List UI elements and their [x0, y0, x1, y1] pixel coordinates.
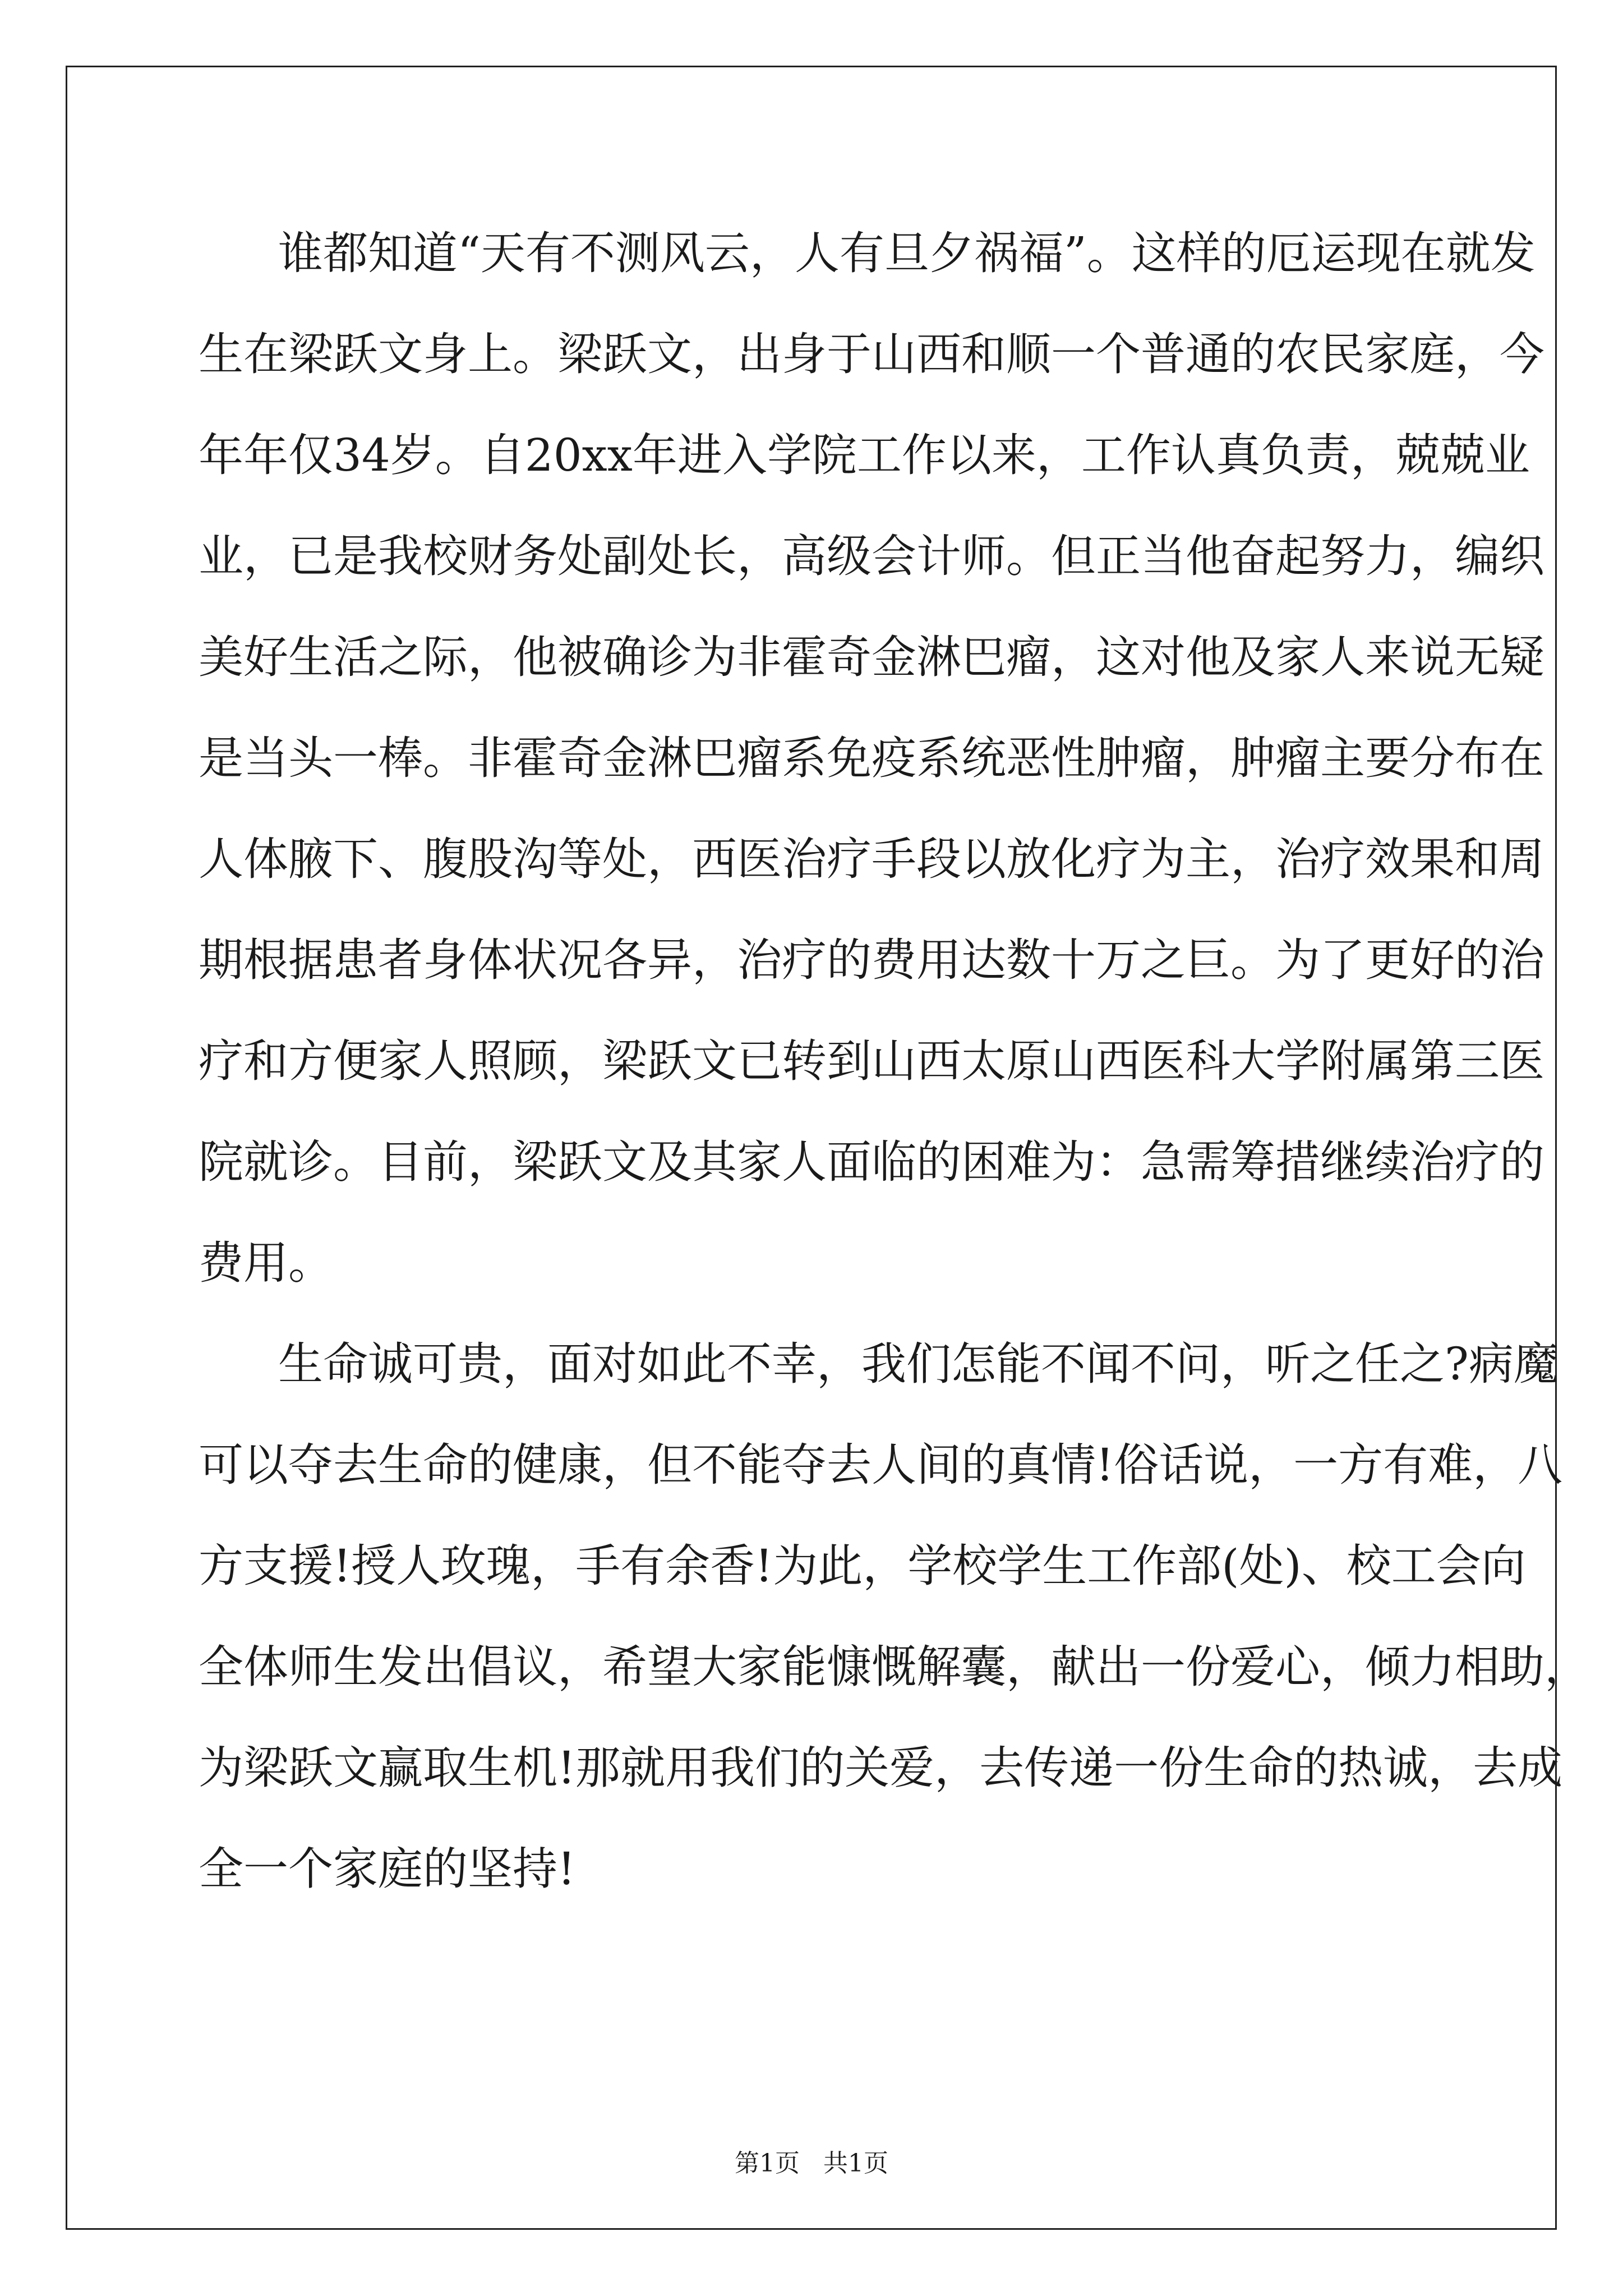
paragraph-1-line-9: 疗和方便家人照顾，梁跃文已转到山西太原山西医科大学附属第三医 — [199, 1035, 1544, 1087]
paragraph-2-line-4: 全体师生发出倡议，希望大家能慷慨解囊，献出一份爱心，倾力相助， — [199, 1641, 1589, 1693]
paragraph-1-line-7: 人体腋下、腹股沟等处，西医治疗手段以放化疗为主，治疗效果和周 — [199, 833, 1544, 885]
paragraph-1-line-3: 年年仅34岁。自20xx年进入学院工作以来，工作认真负责，兢兢业 — [199, 429, 1530, 481]
paragraph-1-line-6: 是当头一棒。非霍奇金淋巴瘤系免疫系统恶性肿瘤，肿瘤主要分布在 — [199, 732, 1544, 784]
page-number-footer: 第1页 共1页 — [735, 2149, 888, 2178]
paragraph-2-line-2: 可以夺去生命的健康，但不能夺去人间的真情!俗话说，一方有难，八 — [199, 1439, 1563, 1491]
paragraph-1-line-11: 费用。 — [199, 1237, 333, 1289]
paragraph-2-line-6: 全一个家庭的坚持! — [199, 1843, 576, 1895]
paragraph-1-line-1: 谁都知道“天有不测风云，人有旦夕祸福”。这样的厄运现在就发 — [278, 227, 1536, 279]
paragraph-2-line-3: 方支援!授人玫瑰，手有余香!为此，学校学生工作部(处)、校工会向 — [199, 1540, 1526, 1592]
paragraph-1-line-10: 院就诊。目前，梁跃文及其家人面临的困难为：急需筹措继续治疗的 — [199, 1136, 1544, 1188]
paragraph-1-line-4: 业，已是我校财务处副处长，高级会计师。但正当他奋起努力，编织 — [199, 530, 1544, 582]
paragraph-1-line-2: 生在梁跃文身上。梁跃文，出身于山西和顺一个普通的农民家庭，今 — [199, 328, 1544, 380]
paragraph-1-line-8: 期根据患者身体状况各异，治疗的费用达数十万之巨。为了更好的治 — [199, 934, 1544, 986]
paragraph-1-line-5: 美好生活之际，他被确诊为非霍奇金淋巴瘤，这对他及家人来说无疑 — [199, 631, 1544, 683]
paragraph-2-line-1: 生命诚可贵，面对如此不幸，我们怎能不闻不问，听之任之?病魔 — [278, 1338, 1559, 1390]
paragraph-2-line-5: 为梁跃文赢取生机!那就用我们的关爱，去传递一份生命的热诚，去成 — [199, 1742, 1563, 1794]
